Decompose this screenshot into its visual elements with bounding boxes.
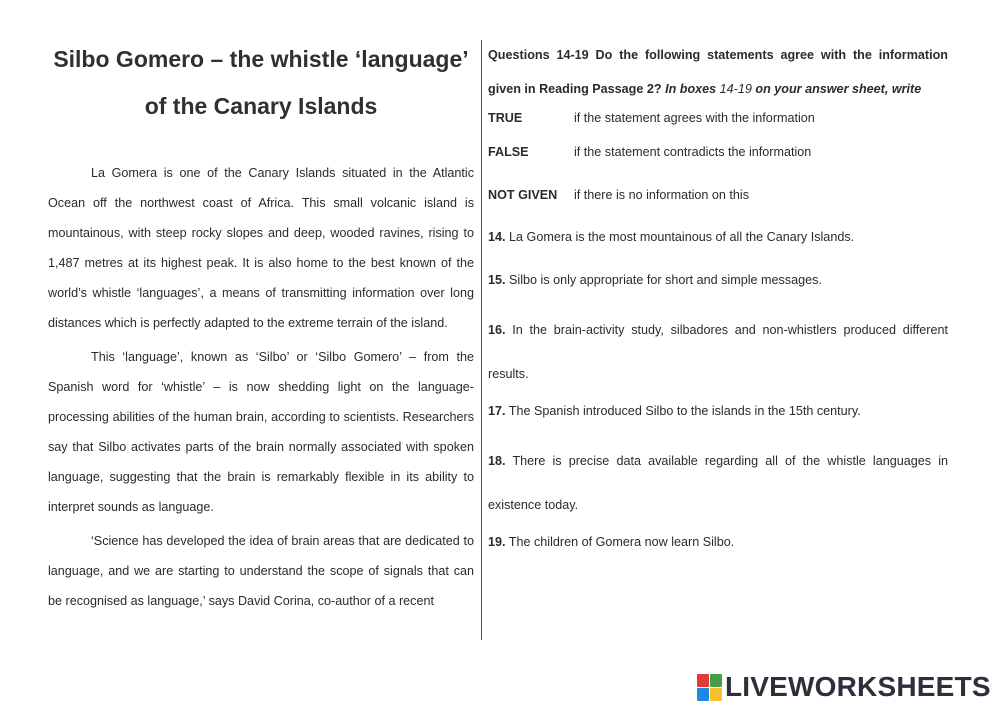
option-false: [488, 142, 948, 162]
question-item: [488, 308, 948, 396]
question-text: In the brain-activity study, silbadores and non-whistlers produced different results.: [488, 323, 948, 381]
question-list: [488, 222, 948, 557]
brand-name: LIVEWORKSHEETS: [725, 671, 991, 702]
question-item: [488, 396, 948, 426]
reading-passage: [48, 36, 474, 620]
brand-square: [710, 674, 722, 687]
passage-paragraph: This ‘language’, known as ‘Silbo’ or ‘Silbo Gomero’ – from the Spanish word for ‘whistle’ – is now shedding light on the language-processing abilities of the human brain, according to scientists. Researchers say that Silbo activates parts of the brain normally associated with spoken language, suggesting that the brain is remarkably flexible in its ability to interpret sounds as language.: [48, 350, 474, 514]
passage-paragraph: La Gomera is one of the Canary Islands situated in the Atlantic Ocean off the northwest coast of Africa. This small volcanic island is mountainous, with steep rocky slopes and deep, wooded ravines, rising to 1,487 metres at its highest peak. It is also home to the best known of the world’s whistle ‘languages’, a means of transmitting information over long distances which is perfectly adapted to the extreme terrain of the island.: [48, 166, 474, 330]
option-desc: if the statement contradicts the information: [574, 145, 812, 159]
brand-square: [710, 688, 722, 701]
questions-instruction: [488, 38, 948, 106]
question-text: Silbo is only appropriate for short and simple messages.: [509, 273, 822, 287]
question-number: 17.: [488, 404, 506, 418]
question-number: 19.: [488, 535, 506, 549]
brand-logo-icon: [697, 674, 722, 701]
instruction-tail: on your answer sheet, write: [755, 82, 922, 96]
brand-square: [697, 688, 709, 701]
option-key: NOT GIVEN: [488, 188, 558, 202]
question-item: [488, 265, 948, 295]
liveworksheets-logo: [697, 672, 991, 702]
question-number: 16.: [488, 323, 506, 337]
passage-title-line1: Silbo Gomero – the whistle ‘language’: [53, 46, 469, 72]
questions-section: [488, 38, 948, 557]
instruction-range: 14-19: [719, 82, 752, 96]
question-number: 15.: [488, 273, 506, 287]
option-desc: if there is no information on this: [574, 188, 750, 202]
question-text: The Spanish introduced Silbo to the islands in the 15th century.: [508, 404, 861, 418]
passage-title-line2: of the Canary Islands: [144, 93, 378, 119]
answer-options: [488, 108, 948, 205]
question-text: There is precise data available regarding all of the whistle languages in existence today.: [488, 454, 948, 512]
question-item: [488, 222, 948, 252]
brand-square: [697, 674, 709, 687]
option-desc: if the statement agrees with the information: [574, 111, 815, 125]
instruction-bold: Questions 14-19 Do the following statements agree with the information given in Reading Passage 2?: [488, 48, 948, 96]
question-text: The children of Gomera now learn Silbo.: [508, 535, 735, 549]
option-not-given: [488, 185, 948, 205]
passage-body: [48, 158, 474, 616]
question-item: [488, 527, 948, 557]
question-number: 18.: [488, 454, 506, 468]
question-item: [488, 439, 948, 527]
passage-paragraph: ‘Science has developed the idea of brain areas that are dedicated to language, and we are starting to understand the scope of signals that can be recognised as language,’ says David Corina, co-author of a recent: [48, 534, 474, 608]
instruction-italic: In boxes: [665, 82, 717, 96]
option-key: TRUE: [488, 111, 523, 125]
question-number: 14.: [488, 230, 506, 244]
passage-title: [48, 36, 474, 130]
column-divider: [481, 40, 482, 640]
option-key: FALSE: [488, 145, 529, 159]
question-text: La Gomera is the most mountainous of all the Canary Islands.: [509, 230, 855, 244]
option-true: [488, 108, 948, 128]
